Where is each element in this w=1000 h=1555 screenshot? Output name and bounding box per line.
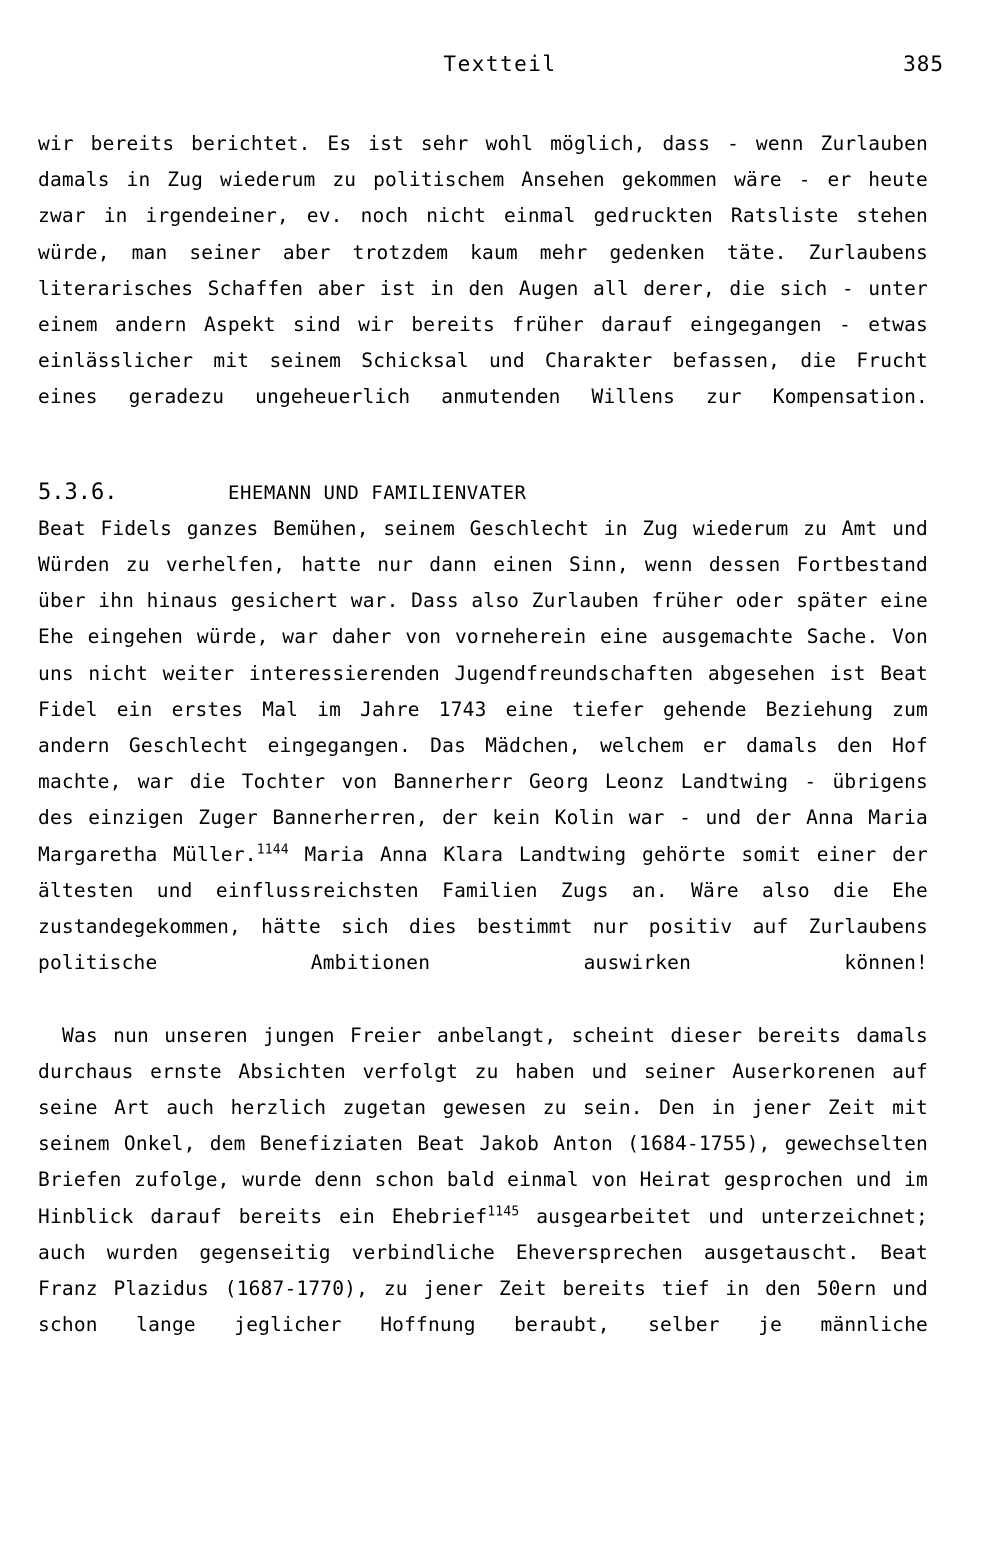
paragraph-ehemann-text-b: Maria Anna Klara Landtwing gehörte somit einer der ältesten und einflussreichsten Familien Zugs an. Wäre also die Ehe zustandegekommen, hätte sich dies bestimmt nur positiv auf Zurlaubens politische Ambitionen auswirken können! — [38, 842, 928, 975]
paragraph-ehemann-text-a: Beat Fidels ganzes Bemühen, seinem Geschlecht in Zug wiederum zu Amt und Würden zu verhelfen, hatte nur dann einen Sinn, wenn dessen Fortbestand über ihn hinaus gesichert war. Dass also Zurlauben früher oder später eine Ehe eingehen würde, war daher von vorneherein eine ausgemachte Sache. Von uns nicht weiter interessierenden Jugendfreundschaften abgesehen ist Beat Fidel ein erstes Mal im Jahre 1743 eine tiefer gehende Beziehung zum andern Geschlecht eingegangen. Das Mädchen, welchem er damals den Hof machte, war die Tochter von Bannerherr Georg Leonz Landtwing - übrigens des einzigen Zuger Bannerherren, der kein Kolin war - und der Anna Maria Margaretha Müller. — [38, 516, 928, 866]
paragraph-freier-text-a: Was nun unseren jungen Freier anbelangt, scheint dieser bereits damals durchaus ernste Absichten verfolgt zu haben und seiner Auserkorenen auf seine Art auch herzlich zugetan gewesen zu sein. Den in jener Zeit mit seinem Onkel, dem Benefiziaten Beat Jakob Anton (1684-1755), gewechselten Briefen zufolge, wurde denn schon bald einmal von Heirat gesprochen und im Hinblick darauf bereits ein Ehebrief — [38, 1023, 928, 1228]
paragraph-freier-text-b: ausgearbeitet und unterzeichnet; auch wurden gegenseitig verbindliche Eheversprechen ausgetauscht. Beat Franz Plazidus (1687-1770), zu jener Zeit bereits tief in den 50ern und schon lange jeglicher Hoffnung beraubt, selber je männliche — [38, 1204, 928, 1337]
section-number: 5.3.6. — [38, 479, 118, 505]
paragraph-ehemann — [38, 511, 928, 1018]
paragraph-freier — [38, 1018, 928, 1380]
page-body — [38, 126, 928, 1380]
section-title: EHEMANN UND FAMILIENVATER — [228, 481, 527, 504]
footnote-reference-1145: 1145 — [487, 1204, 520, 1220]
paragraph-continuation: wir bereits berichtet. Es ist sehr wohl möglich, dass - wenn Zurlauben damals in Zug wiederum zu politischem Ansehen gekommen wäre - er heute zwar in irgendeiner, ev. noch nicht einmal gedruckten Ratsliste stehen würde, man seiner aber trotzdem kaum mehr gedenken täte. Zurlaubens literarisches Schaffen aber ist in den Augen all derer, die sich - unter einem andern Aspekt sind wir bereits früher darauf eingegangen - etwas einlässlicher mit seinem Schicksal und Charakter befassen, die Frucht eines geradezu ungeheuerlich anmutenden Willens zur Kompensation. — [38, 132, 928, 409]
page-number: 385 — [903, 52, 944, 76]
section-heading — [38, 480, 928, 505]
footnote-reference-1144: 1144 — [256, 842, 289, 858]
running-head-title: Textteil — [443, 52, 557, 76]
page-header — [0, 52, 1000, 86]
